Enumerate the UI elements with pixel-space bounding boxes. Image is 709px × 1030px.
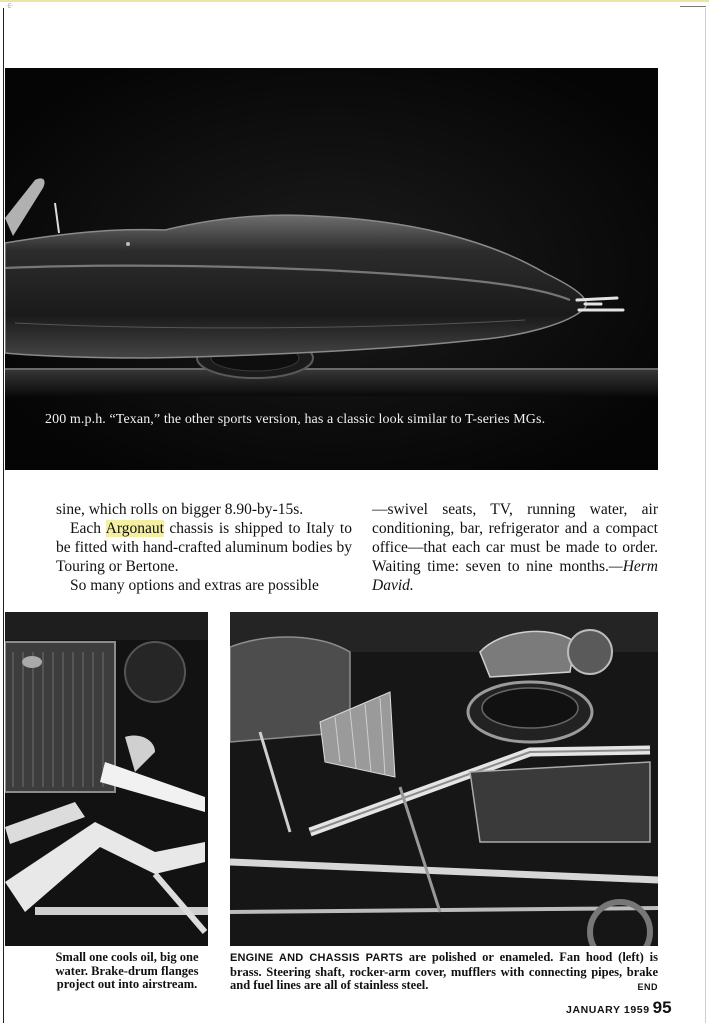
article-column-right xyxy=(372,500,658,595)
hero-caption: 200 m.p.h. “Texan,” the other sports version, has a classic look similar to T-series MGs. xyxy=(45,412,546,427)
para2-rest: chassis is shipped to Italy to be fitted with hand-crafted aluminum bodies by Touring or Bertone. xyxy=(56,520,352,575)
radiator-illustration xyxy=(5,612,208,946)
top-right-tick xyxy=(680,6,706,7)
issue-date: JANUARY 1959 xyxy=(566,1004,650,1016)
paragraph-argonaut xyxy=(56,519,352,576)
photo-engine-chassis xyxy=(230,612,658,946)
caption-right-photo xyxy=(230,951,658,995)
paragraph-options: So many options and extras are possible xyxy=(70,577,319,594)
caption-lead: ENGINE AND CHASSIS PARTS xyxy=(230,952,404,964)
para2-start: Each xyxy=(70,520,106,537)
photo-radiator-brakes xyxy=(5,612,208,946)
paragraph-options-continued xyxy=(372,500,658,595)
article-column-left xyxy=(56,500,352,595)
scan-mark: ·E· xyxy=(6,3,14,10)
page-footer xyxy=(566,998,672,1018)
end-mark: END xyxy=(637,982,658,992)
right-page-edge xyxy=(705,8,706,1023)
car-silhouette-illustration xyxy=(5,68,658,470)
caption-left-photo: Small one cools oil, big one water. Brake-drum flanges project out into airstream. xyxy=(55,950,199,991)
engine-illustration xyxy=(230,612,658,946)
page-number: 95 xyxy=(652,998,672,1017)
caption-right-body: are polished or enameled. Fan hood (left) is brass. Steering shaft, rocker-arm cover, mufflers with connecting pipes, brake and fuel lines are all of stainless steel. xyxy=(230,950,658,992)
left-page-edge xyxy=(3,8,4,1023)
right-body-text: —swivel seats, TV, running water, air conditioning, bar, refrigerator and a compact office—that each car must be made to order. Waiting time: seven to nine months. xyxy=(372,501,658,575)
hero-photo-texan xyxy=(5,68,658,470)
author-byline: —Herm David. xyxy=(372,558,658,594)
highlighted-word-argonaut: Argonaut xyxy=(105,520,164,537)
paragraph-continuation: sine, which rolls on bigger 8.90-by-15s. xyxy=(56,501,304,518)
top-edge-line xyxy=(0,0,709,2)
